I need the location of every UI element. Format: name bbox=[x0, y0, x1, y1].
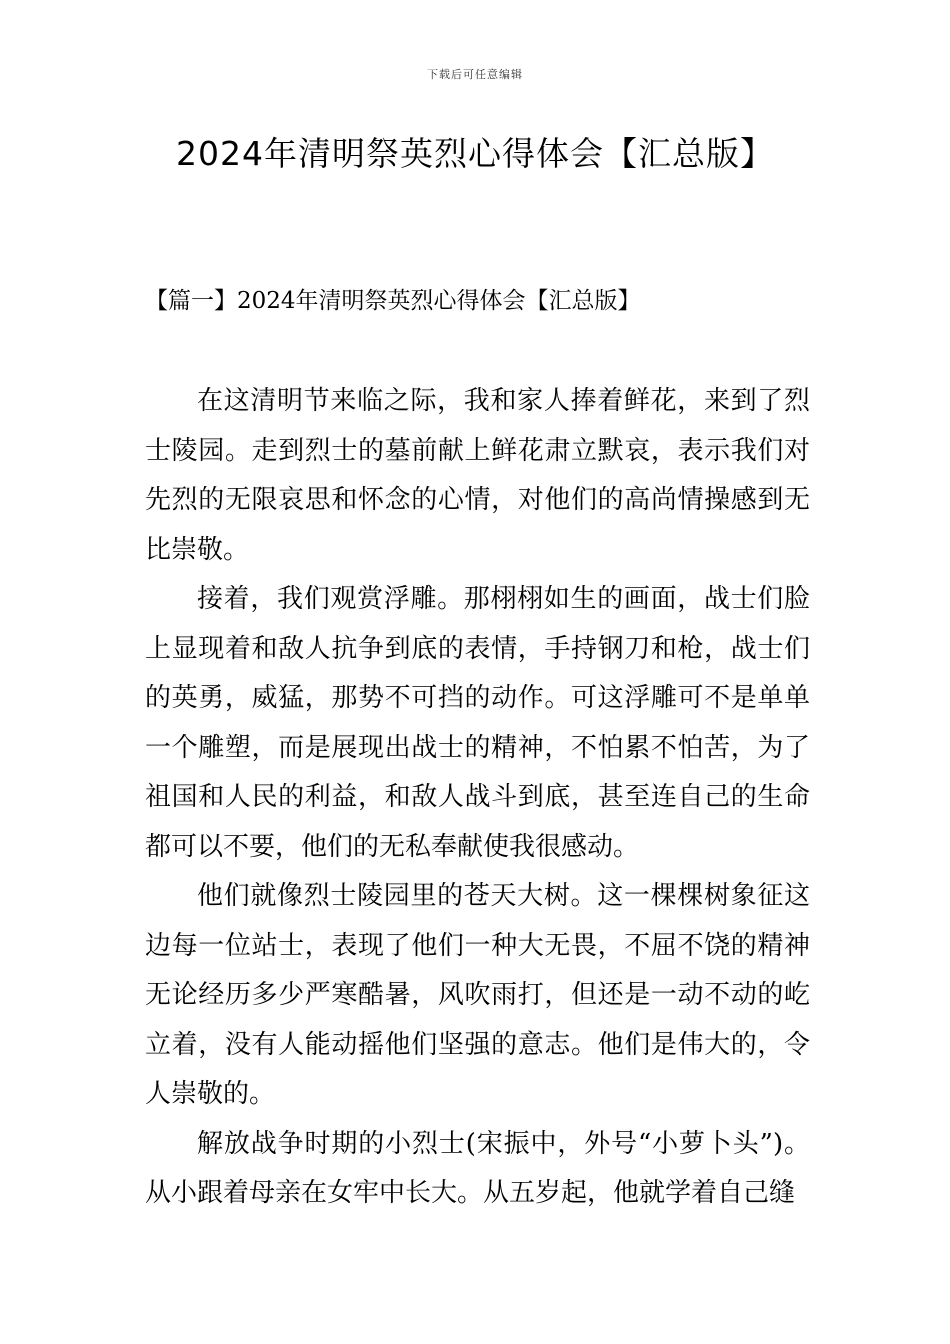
article-body bbox=[145, 377, 810, 1219]
paragraph: 接着，我们观赏浮雕。那栩栩如生的画面，战士们脸上显现着和敌人抗争到底的表情，手持钢刀和枪，战士们的英勇，威猛，那势不可挡的动作。可这浮雕可不是单单一个雕塑，而是展现出战士的精神，不怕累不怕苦，为了祖国和人民的利益，和敌人战斗到底，甚至连自己的生命都可以不要，他们的无私奉献使我很感动。 bbox=[145, 584, 810, 862]
document-title: 2024年清明祭英烈心得体会【汇总版】 bbox=[176, 134, 774, 173]
paragraph: 他们就像烈士陵园里的苍天大树。这一棵棵树象征这边每一位站士，表现了他们一种大无畏，不屈不饶的精神无论经历多少严寒酷暑，风吹雨打，但还是一动不动的屹立着，没有人能动摇他们坚强的意志。他们是伟大的，令人崇敬的。 bbox=[145, 881, 810, 1109]
paragraph: 解放战争时期的小烈士(宋振中，外号“小萝卜头”)。从小跟着母亲在女牢中长大。从五岁起，他就学着自己缝 bbox=[145, 1128, 810, 1208]
section-heading: 【篇一】2024年清明祭英烈心得体会【汇总版】 bbox=[145, 288, 641, 314]
header-note: 下载后可任意编辑 bbox=[427, 68, 523, 81]
paragraph: 在这清明节来临之际，我和家人捧着鲜花，来到了烈士陵园。走到烈士的墓前献上鲜花肃立默哀，表示我们对先烈的无限哀思和怀念的心情，对他们的高尚情操感到无比崇敬。 bbox=[145, 386, 810, 565]
